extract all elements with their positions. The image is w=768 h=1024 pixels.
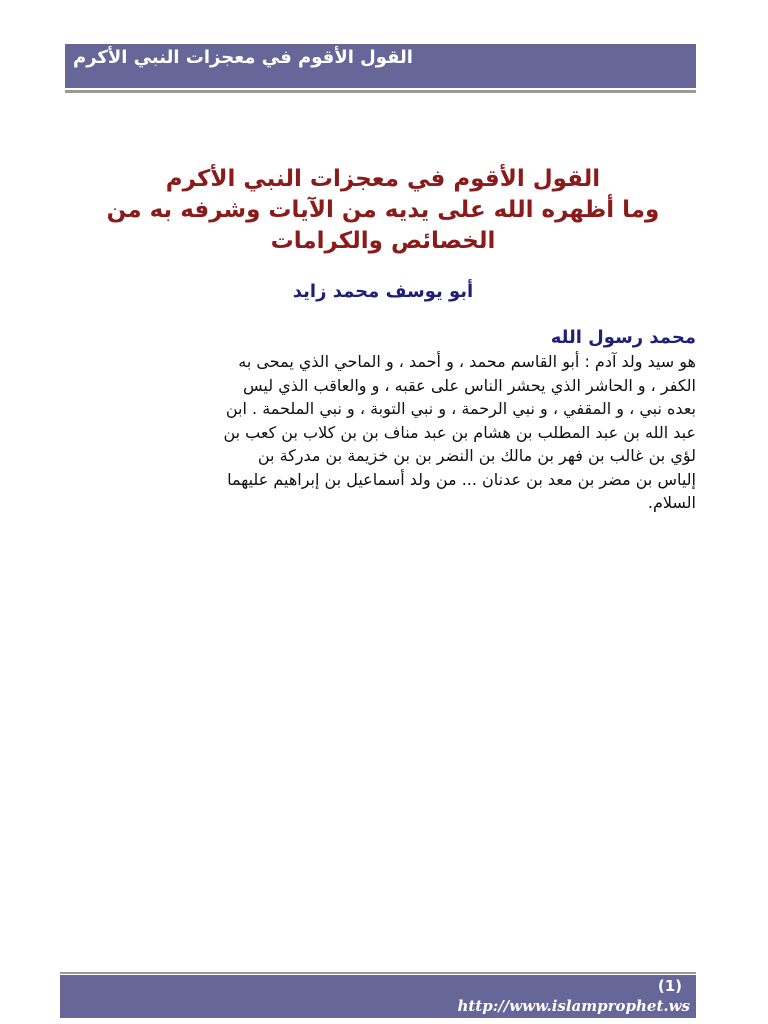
paragraph-line: هو سيد ولد آدم : أبو القاسم محمد ، و أحمد ، و الماحي الذي يمحى به [238,352,696,371]
title-line: القول الأقوم في معجزات النبي الأكرم [165,166,601,192]
page-footer-bar [60,975,696,1018]
section-heading: محمد رسول الله [550,327,696,348]
paragraph-line: السلام. [647,493,696,512]
header-title: القول الأقوم في معجزات النبي الأكرم [73,47,413,68]
document-title [60,164,706,257]
body-paragraph [70,350,696,515]
footer-divider [60,972,696,974]
title-line: وما أظهره الله على يديه من الآيات وشرفه به من [106,197,660,223]
paragraph-line: عبد الله بن عبد المطلب بن هشام بن عبد مناف بن بن كلاب بن كعب بن [223,422,696,442]
header-divider [65,90,696,93]
website-url-link[interactable]: http://www.islamprophet.ws [457,997,690,1015]
page-header-bar [65,44,696,88]
title-line: الخصائص والكرامات [270,228,496,254]
page-number: (1) [657,977,682,995]
paragraph-line: لؤي بن غالب بن فهر بن مالك بن النضر بن بن خزيمة بن مدركة بن [257,446,696,465]
paragraph-line: الكفر ، و الحاشر الذي يحشر الناس على عقبه ، و والعاقب الذي ليس [243,375,696,395]
paragraph-line: بعده نبي ، و المقفي ، و نبي الرحمة ، و نبي التوبة ، و نبي الملحمة . ابن [225,399,696,418]
paragraph-line: إلياس بن مضر بن معد بن عدنان ... من ولد أسماعيل بن إبراهيم عليهما [227,469,696,489]
author-name: أبو يوسف محمد زايد [292,281,474,302]
